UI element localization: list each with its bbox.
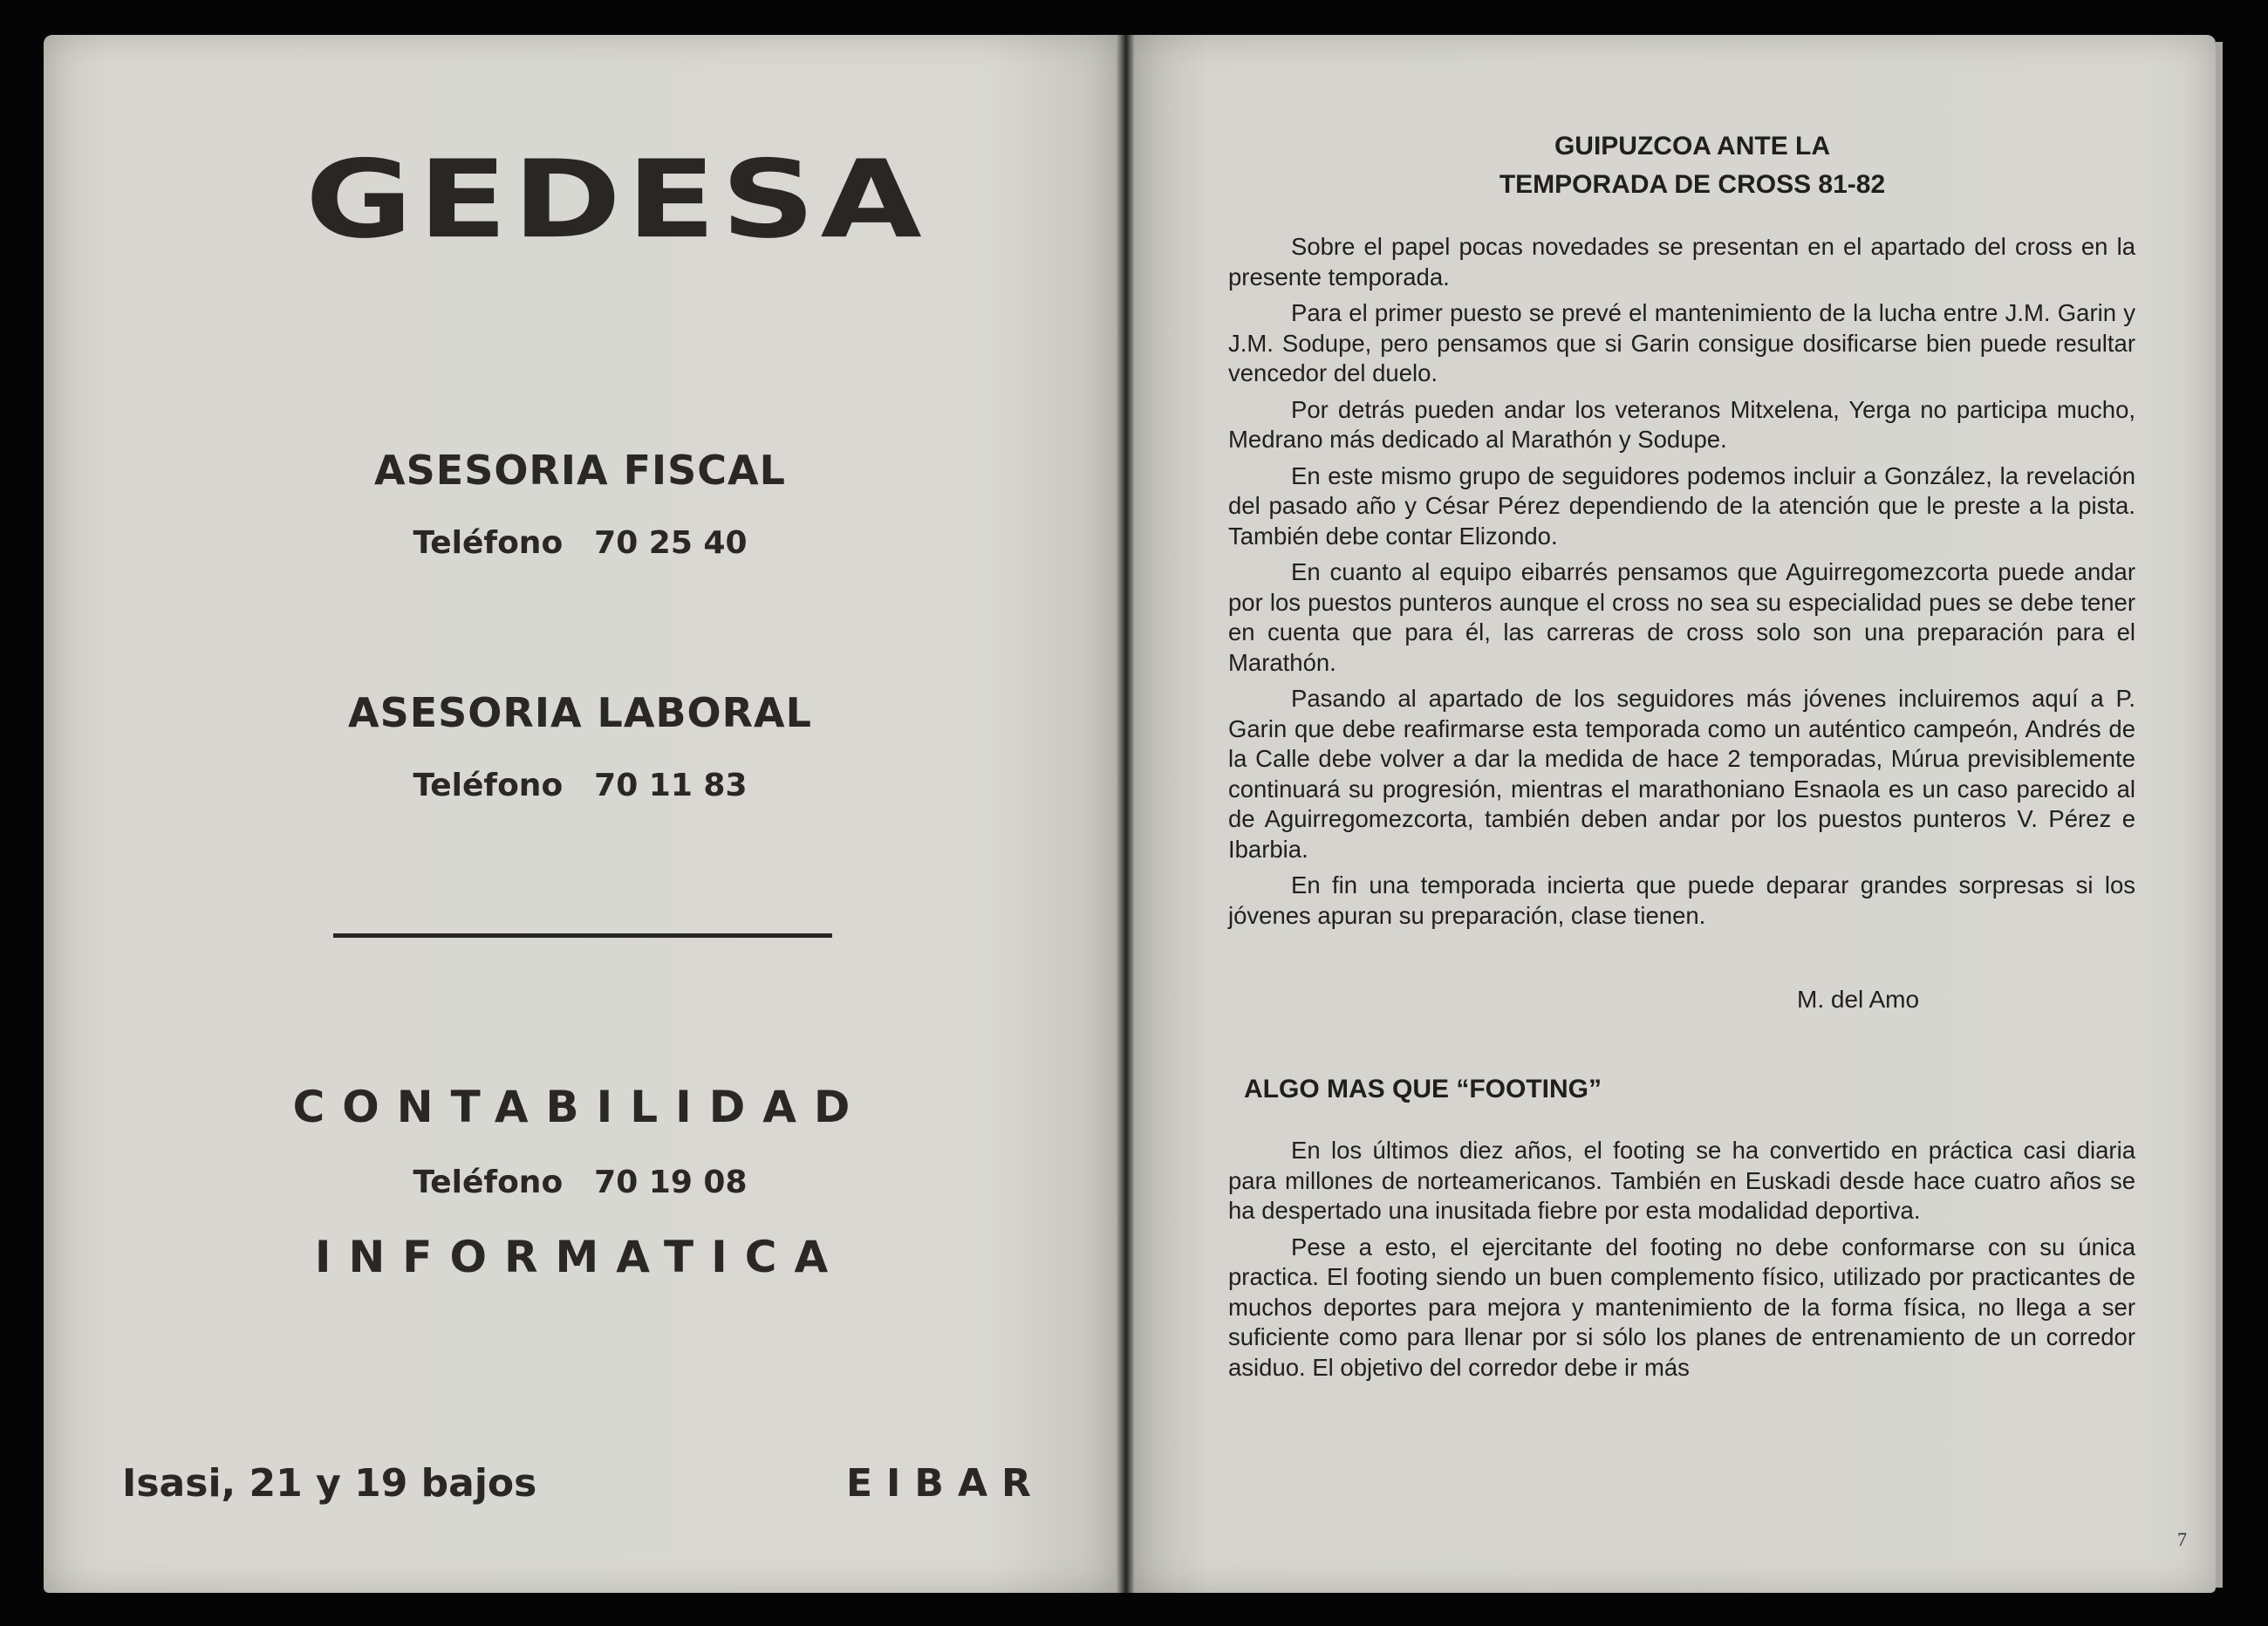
- laboral-phone: [44, 768, 1117, 803]
- article2-title: ALGO MAS QUE “FOOTING”: [1244, 1075, 1602, 1103]
- laboral-title: ASESORIA LABORAL: [348, 689, 812, 736]
- article1-title-line1: GUIPUZCOA ANTE LA: [1554, 132, 1831, 161]
- laboral-phone-label: Teléfono: [413, 768, 564, 803]
- fiscal-phone-number: 70 25 40: [594, 525, 748, 561]
- contabilidad-title: CONTABILIDAD: [292, 1082, 868, 1132]
- book-spine: [1117, 35, 1134, 1593]
- divider-rule: [333, 933, 832, 938]
- page-edge: [2216, 42, 2223, 1588]
- laboral-phone-number: 70 11 83: [594, 768, 748, 803]
- left-page: [44, 35, 1117, 1593]
- contabilidad-phone-label: Teléfono: [413, 1165, 564, 1200]
- address: Isasi, 21 y 19 bajos: [122, 1461, 537, 1506]
- article2-paragraph: En los últimos diez años, el footing se ha convertido en práctica casi diaria para millones de norteamericanos. También en Euskadi desde hace cuatro años se ha despertado una inusitada fiebre por esta modalidad deportiva.: [1228, 1137, 2135, 1224]
- contabilidad-phone-number: 70 19 08: [594, 1165, 748, 1200]
- fiscal-phone: [44, 525, 1117, 561]
- article1-paragraph: Sobre el papel pocas novedades se presentan en el apartado del cross en la presente temporada.: [1228, 233, 2135, 290]
- contabilidad-phone: [44, 1165, 1117, 1200]
- article1-paragraph: Para el primer puesto se prevé el mantenimiento de la lucha entre J.M. Garin y J.M. Sodupe, pero pensamos que si Garin consigue dosificarse bien puede resultar vencedor del duelo.: [1228, 299, 2135, 386]
- article1-paragraph: En cuanto al equipo eibarrés pensamos que Aguirregomezcorta puede andar por los puestos punteros aunque el cross no sea su especialidad pues se debe tener en cuenta que para él, las carreras de cross solo son una preparación para el Marathón.: [1228, 558, 2135, 676]
- article1-title-line2: TEMPORADA DE CROSS 81-82: [1499, 170, 1886, 199]
- gedesa-logo: GEDESA: [305, 138, 927, 263]
- article1-body: [1228, 232, 2135, 937]
- fiscal-title: ASESORIA FISCAL: [374, 447, 786, 494]
- article1-paragraph: Pasando al apartado de los seguidores más jóvenes incluiremos aquí a P. Garin que debe reafirmarse esta temporada como un auténtico campeón, Andrés de la Calle debe volver a dar la medida de hace 2 temporadas, Múrua previsiblemente continuará su progresión, mientras el marathoniano Esnaola es un caso parecido al de Aguirregomezcorta, también deben andar por los puestos punteros V. Pérez e Ibarbia.: [1228, 685, 2135, 863]
- fiscal-phone-label: Teléfono: [413, 525, 564, 561]
- article1-signature: M. del Amo: [1797, 986, 1920, 1013]
- page-number: 7: [2177, 1528, 2187, 1550]
- article1-paragraph: Por detrás pueden andar los veteranos Mitxelena, Yerga no participa mucho, Medrano más dedicado al Marathón y Sodupe.: [1228, 395, 2135, 453]
- article2-body: [1228, 1136, 2135, 1389]
- article1-paragraph: En fin una temporada incierta que puede deparar grandes sorpresas si los jóvenes apuran su preparación, clase tienen.: [1228, 871, 2135, 929]
- article1-paragraph: En este mismo grupo de seguidores podemos incluir a González, la revelación del pasado año y César Pérez dependiendo de la atención que le preste a la pista. También debe contar Elizondo.: [1228, 461, 2135, 550]
- informatica-title: INFORMATICA: [314, 1232, 846, 1282]
- city: EIBAR: [846, 1461, 1045, 1506]
- article2-paragraph: Pese a esto, el ejercitante del footing no debe conformarse con su única practica. El footing siendo un buen complemento físico, utilizado por practicantes de muchos deportes para mejora y mantenimiento de la forma física, no llega a ser suficiente como para llenar por si sólo los planes de entrenamiento de un corredor asiduo. El objetivo del corredor debe ir más: [1228, 1233, 2135, 1381]
